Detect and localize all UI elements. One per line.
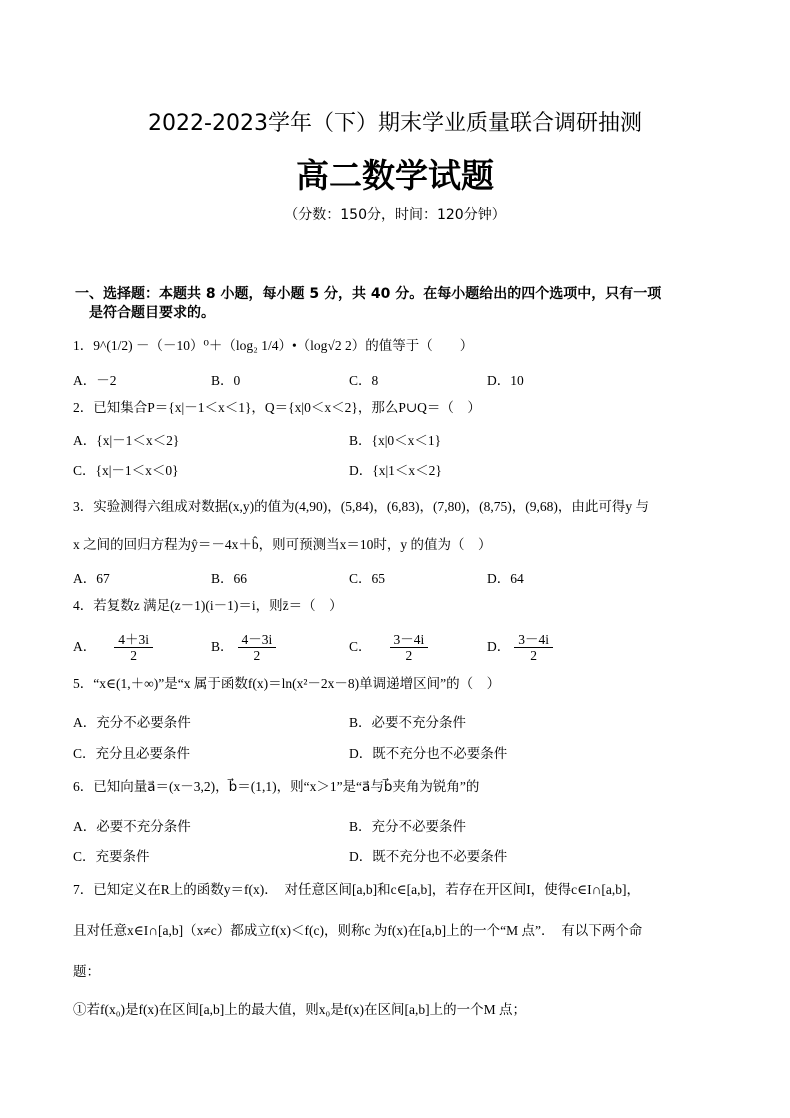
- subject-title: 高二数学试题: [296, 156, 494, 195]
- numerator: 3－4i: [514, 632, 553, 648]
- question-3-stem: 3．实验测得六组成对数据(x,y)的值为(4,90)，(5,84)，(6,83)，(7,80)，(8,75)，(9,68)，由此可得y 与: [73, 499, 649, 514]
- q3-option-a: A．67: [73, 571, 110, 586]
- question-4-stem: 4．若复数z 满足(z－1)(i－1)＝i，则z̄＝（ ）: [73, 598, 343, 613]
- q4-option-b: [211, 630, 276, 664]
- question-1-stem: 1．9^(1/2) －（－10）⁰＋（log₂ 1/4）•（log√2 2）的值等于（ ）: [73, 338, 474, 353]
- question-7-stem-cont: 且对任意x∈I∩[a,b]（x≠c）都成立f(x)＜f(c)，则称c 为f(x)在[a,b]上的一个“M 点”． 有以下两个命: [73, 923, 643, 938]
- question-7-stem: 7．已知定义在R上的函数y＝f(x)． 对任意区间[a,b]和c∈[a,b]，若存在开区间I，使得c∈I∩[a,b]，: [73, 882, 641, 897]
- option-label: C．: [349, 639, 372, 654]
- option-label: A．: [73, 639, 97, 654]
- option-label: D．: [487, 639, 511, 654]
- q6-option-c: C．充要条件: [73, 849, 150, 864]
- denominator: 2: [130, 648, 137, 664]
- fraction: [114, 632, 153, 663]
- q3-option-b: B．66: [211, 571, 248, 586]
- question-3-stem-cont: x 之间的回归方程为ŷ＝－4x＋b̂，则可预测当x＝10时，y 的值为（ ）: [73, 537, 492, 552]
- numerator: 4－3i: [238, 632, 277, 648]
- section-heading-cont: 是符合题目要求的。: [89, 305, 215, 321]
- option-label: B．: [211, 639, 234, 654]
- q5-option-c: C．充分且必要条件: [73, 746, 191, 761]
- denominator: 2: [530, 648, 537, 664]
- q6-option-b: B．充分不必要条件: [349, 819, 467, 834]
- q1-option-c: C．8: [349, 373, 379, 388]
- q2-option-a: A．{x|－1＜x＜2}: [73, 433, 180, 448]
- numerator: 3－4i: [390, 632, 429, 648]
- exam-info: （分数：150分，时间：120分钟）: [284, 207, 506, 223]
- q1-option-b: B．0: [211, 373, 241, 388]
- q3-option-d: D．64: [487, 571, 524, 586]
- question-7-stem-cont2: 题：: [73, 964, 100, 979]
- q4-option-c: [349, 630, 428, 664]
- q2-option-b: B．{x|0＜x＜1}: [349, 433, 442, 448]
- q6-option-a: A．必要不充分条件: [73, 819, 191, 834]
- question-6-stem: 6．已知向量a⃗＝(x－3,2)，b⃗＝(1,1)，则“x＞1”是“a⃗与b⃗夹角为锐角”的: [73, 779, 480, 794]
- exam-title: 2022-2023学年（下）期末学业质量联合调研抽测: [148, 111, 642, 136]
- question-2-stem: 2．已知集合P＝{x|－1＜x＜1}，Q＝{x|0＜x＜2}，那么P∪Q＝（ ）: [73, 400, 481, 415]
- q5-option-a: A．充分不必要条件: [73, 715, 191, 730]
- fraction: [390, 632, 429, 663]
- section-heading: 一、选择题：本题共 8 小题，每小题 5 分，共 40 分。在每小题给出的四个选项中，只有一项: [75, 286, 662, 302]
- fraction: [514, 632, 553, 663]
- q4-option-d: [487, 630, 553, 664]
- denominator: 2: [253, 648, 261, 664]
- q1-option-d: D．10: [487, 373, 524, 388]
- denominator: 2: [405, 648, 413, 664]
- q5-option-d: D．既不充分也不必要条件: [349, 746, 508, 761]
- q5-option-b: B．必要不充分条件: [349, 715, 467, 730]
- fraction: [238, 632, 277, 663]
- q3-option-c: C．65: [349, 571, 386, 586]
- numerator: 4＋3i: [114, 632, 153, 648]
- question-5-stem: 5．“x∈(1,＋∞)”是“x 属于函数f(x)＝ln(x²－2x－8)单调递增区间”的（ ）: [73, 676, 501, 691]
- q1-option-a: A．－2: [73, 373, 117, 388]
- question-7-proposition-1: ①若f(x₀)是f(x)在区间[a,b]上的最大值，则x₀是f(x)在区间[a,b]上的一个M 点；: [73, 1002, 526, 1017]
- q2-option-d: D．{x|1＜x＜2}: [349, 463, 442, 478]
- q2-option-c: C．{x|－1＜x＜0}: [73, 463, 179, 478]
- q4-option-a: [73, 630, 153, 664]
- q6-option-d: D．既不充分也不必要条件: [349, 849, 508, 864]
